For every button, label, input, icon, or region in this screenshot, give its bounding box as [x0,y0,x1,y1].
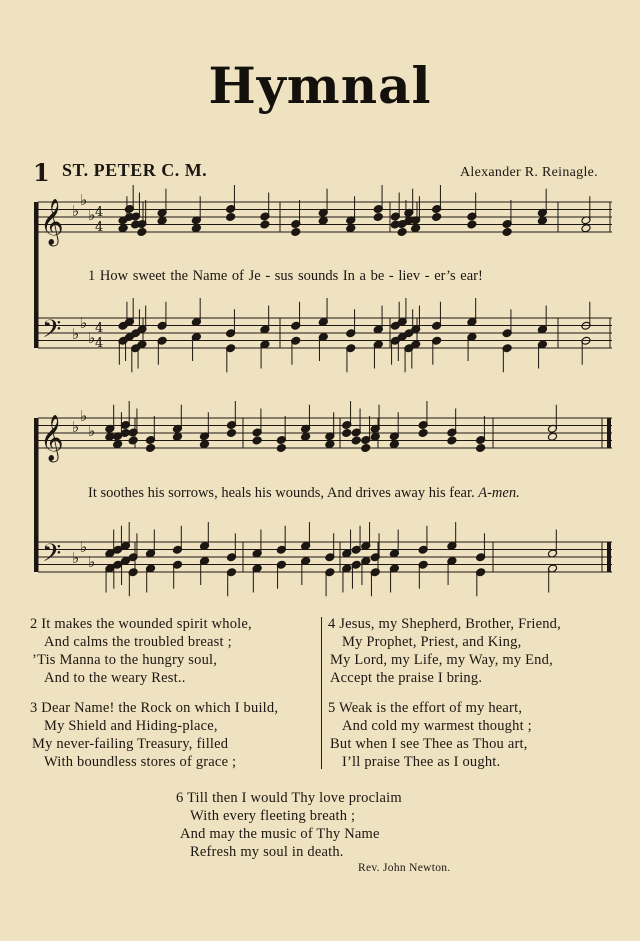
flat-sign: ♭ [88,329,96,347]
verse-line: And cold my warmest thought ; [342,718,532,734]
verse-line: And may the music of Thy Name [180,826,380,842]
note-head [373,213,383,222]
flat-sign: ♭ [72,418,80,436]
note-head [476,444,486,453]
note-head [145,444,155,453]
note-head [325,440,335,449]
composer-credit: Alexander R. Reinagle. [459,165,598,180]
system-brace [34,418,38,572]
note-head [113,440,123,449]
note-head [191,224,201,233]
verse-line: My never-failing Treasury, filled [32,736,229,752]
note-head [118,224,128,233]
note-head [411,224,421,233]
flat-sign: ♭ [80,191,88,209]
flat-sign: ♭ [80,538,88,556]
column-divider [321,617,322,769]
verse-line: And to the weary Rest.. [44,670,186,686]
note-head [397,228,407,237]
note-head [291,228,301,237]
verse-line: 2 It makes the wounded spirit whole, [30,616,252,632]
note-head [351,436,361,445]
amen-text: A-men. [478,485,520,501]
flat-sign: ♭ [72,549,80,567]
verse-line: My Shield and Hiding-place, [44,718,218,734]
note-head [301,432,311,441]
note-head [389,440,399,449]
final-bar [607,418,611,448]
note-head [276,444,286,453]
verse-line: Refresh my soul in death. [190,844,344,860]
flat-sign: ♭ [72,325,80,343]
verse-line: My Lord, my Life, my Way, my End, [330,652,553,668]
note-head [172,432,182,441]
note-head [467,220,477,229]
lyric-line-1: 1 How sweet the Name of Je - sus sounds In a be - liev - er’s ear! [88,268,483,284]
verse-3 [30,699,278,771]
flat-sign: ♭ [80,314,88,332]
note-head [157,216,167,225]
note-head [137,228,147,237]
verse-line: 3 Dear Name! the Rock on which I build, [30,700,279,716]
system-brace [34,202,38,348]
note-head [226,213,236,222]
note-head [199,440,209,449]
note-head [432,213,442,222]
note-head [346,224,356,233]
verse-line: 5 Weak is the effort of my heart, [328,700,523,716]
note-head [342,429,352,438]
verse-line: But when I see Thee as Thou art, [330,736,528,752]
lyric-line-2-text: It soothes his sorrows, heals his wounds, And drives away his fear. [88,485,475,501]
flat-sign: ♭ [88,553,96,571]
bass-clef: 𝄢 [42,315,62,350]
note-head [581,224,591,233]
note-head [502,228,512,237]
verse-6 [176,789,402,861]
note-head [537,216,547,225]
note-head [418,429,428,438]
flat-sign: ♭ [72,202,80,220]
note-head [318,216,328,225]
flat-sign: ♭ [88,422,96,440]
lyric-line-2 [88,485,520,502]
verse-line: I’ll praise Thee as I ought. [342,754,501,770]
treble-clef: 𝄞 [40,415,64,461]
verse-2 [30,615,252,687]
flat-sign: ♭ [80,407,88,425]
verse-line: And calms the troubled breast ; [44,634,232,650]
hymn-number: 1 [33,158,50,187]
note-head [252,436,262,445]
bass-clef: 𝄢 [42,539,62,574]
note-head [447,436,457,445]
time-signature: 4 [95,220,104,235]
page-title: Hymnal [208,56,432,115]
time-signature: 4 [95,336,104,351]
verse-line: 6 Till then I would Thy love proclaim [176,790,402,806]
note-head [361,444,371,453]
verse-line: 4 Jesus, my Shepherd, Brother, Friend, [328,616,561,632]
final-bar [607,542,611,572]
treble-clef: 𝄞 [40,199,64,245]
author-credit: Rev. John Newton. [358,862,451,874]
verse-line: Accept the praise I bring. [330,670,483,686]
tune-name: ST. PETER C. M. [62,160,208,180]
flat-sign: ♭ [88,206,96,224]
note-head [547,432,557,441]
note-head [260,220,270,229]
note-head [370,432,380,441]
time-signature: 4 [95,321,104,336]
verse-line: My Prophet, Priest, and King, [342,634,522,650]
verse-line: With every fleeting breath ; [190,808,356,824]
verse-line: With boundless stores of grace ; [44,754,237,770]
time-signature: 4 [95,205,104,220]
note-head [128,436,138,445]
note-head [226,429,236,438]
verse-4 [328,615,561,687]
verse-5 [328,699,532,771]
verse-line: ’Tis Manna to the hungry soul, [32,652,218,668]
